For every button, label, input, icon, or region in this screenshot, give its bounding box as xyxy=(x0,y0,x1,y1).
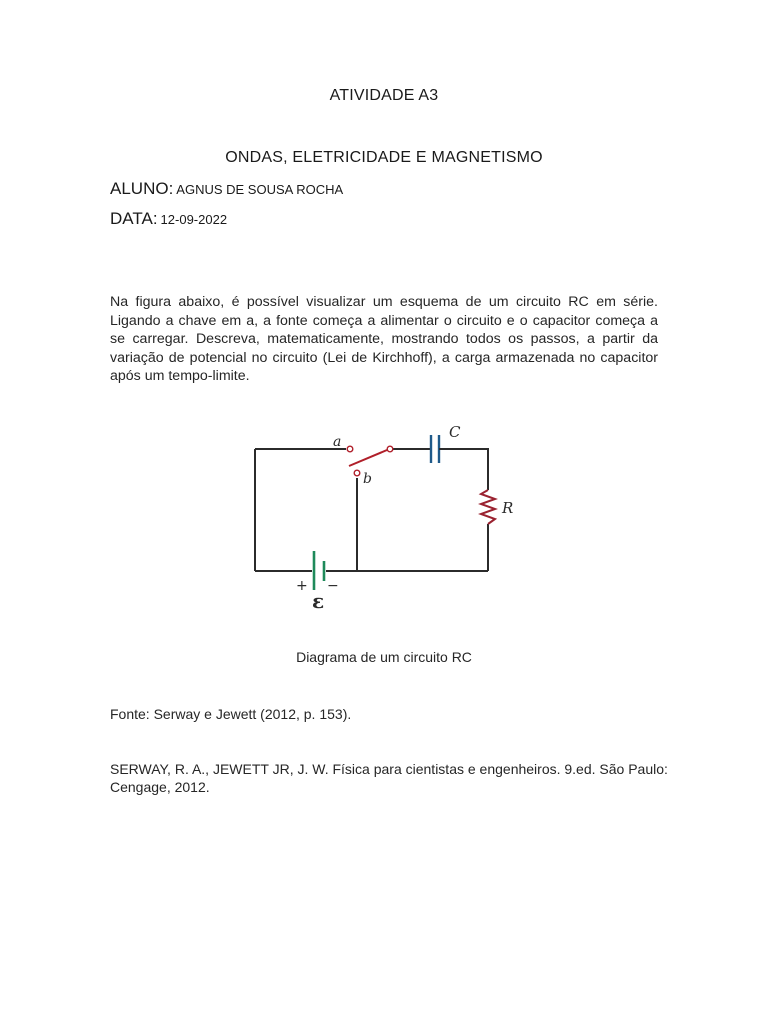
rc-circuit-diagram xyxy=(230,420,530,620)
student-field xyxy=(110,179,343,199)
label-capacitor: C xyxy=(449,423,461,441)
student-label: ALUNO: xyxy=(110,179,174,198)
label-resistor: R xyxy=(502,499,514,517)
switch-terminal-a xyxy=(347,446,353,452)
label-minus: − xyxy=(327,578,339,594)
date-value: 12-09-2022 xyxy=(160,212,228,227)
wire-right-top xyxy=(438,449,488,490)
document-title: ATIVIDADE A3 xyxy=(329,87,439,104)
bibliographic-reference: SERWAY, R. A., JEWETT JR, J. W. Física para cientistas e engenheiros. 9.ed. São Paulo: Cengage, 2012. xyxy=(110,761,668,795)
label-plus: + xyxy=(296,578,308,594)
battery xyxy=(314,551,324,590)
label-emf: ε xyxy=(312,589,325,613)
question-prompt: Na figura abaixo, é possível visualizar um esquema de um circuito RC em série. Ligando a chave em a, a fonte começa a alimentar o circuito e o capacitor começa a se carregar. Descreva, matematicamente, mostrando todos os passos, a partir da variação de potencial no circuito (Lei de Kirchhoff), a carga armazenada no capacitor após um tempo-limite. xyxy=(110,294,658,385)
switch-lever xyxy=(349,450,387,466)
student-name: AGNUS DE SOUSA ROCHA xyxy=(176,182,344,197)
document-subtitle: ONDAS, ELETRICIDADE E MAGNETISMO xyxy=(225,149,543,166)
label-switch-a: a xyxy=(333,434,342,450)
date-field xyxy=(110,209,227,229)
date-label: DATA: xyxy=(110,209,158,228)
switch-terminal-b xyxy=(354,470,360,476)
figure-source: Fonte: Serway e Jewett (2012, p. 153). xyxy=(110,706,352,722)
circuit-wires xyxy=(255,449,488,571)
resistor xyxy=(481,490,495,524)
label-switch-b: b xyxy=(363,471,372,487)
switch-pivot xyxy=(387,446,393,452)
figure-caption: Diagrama de um circuito RC xyxy=(296,649,472,665)
capacitor xyxy=(431,435,446,463)
